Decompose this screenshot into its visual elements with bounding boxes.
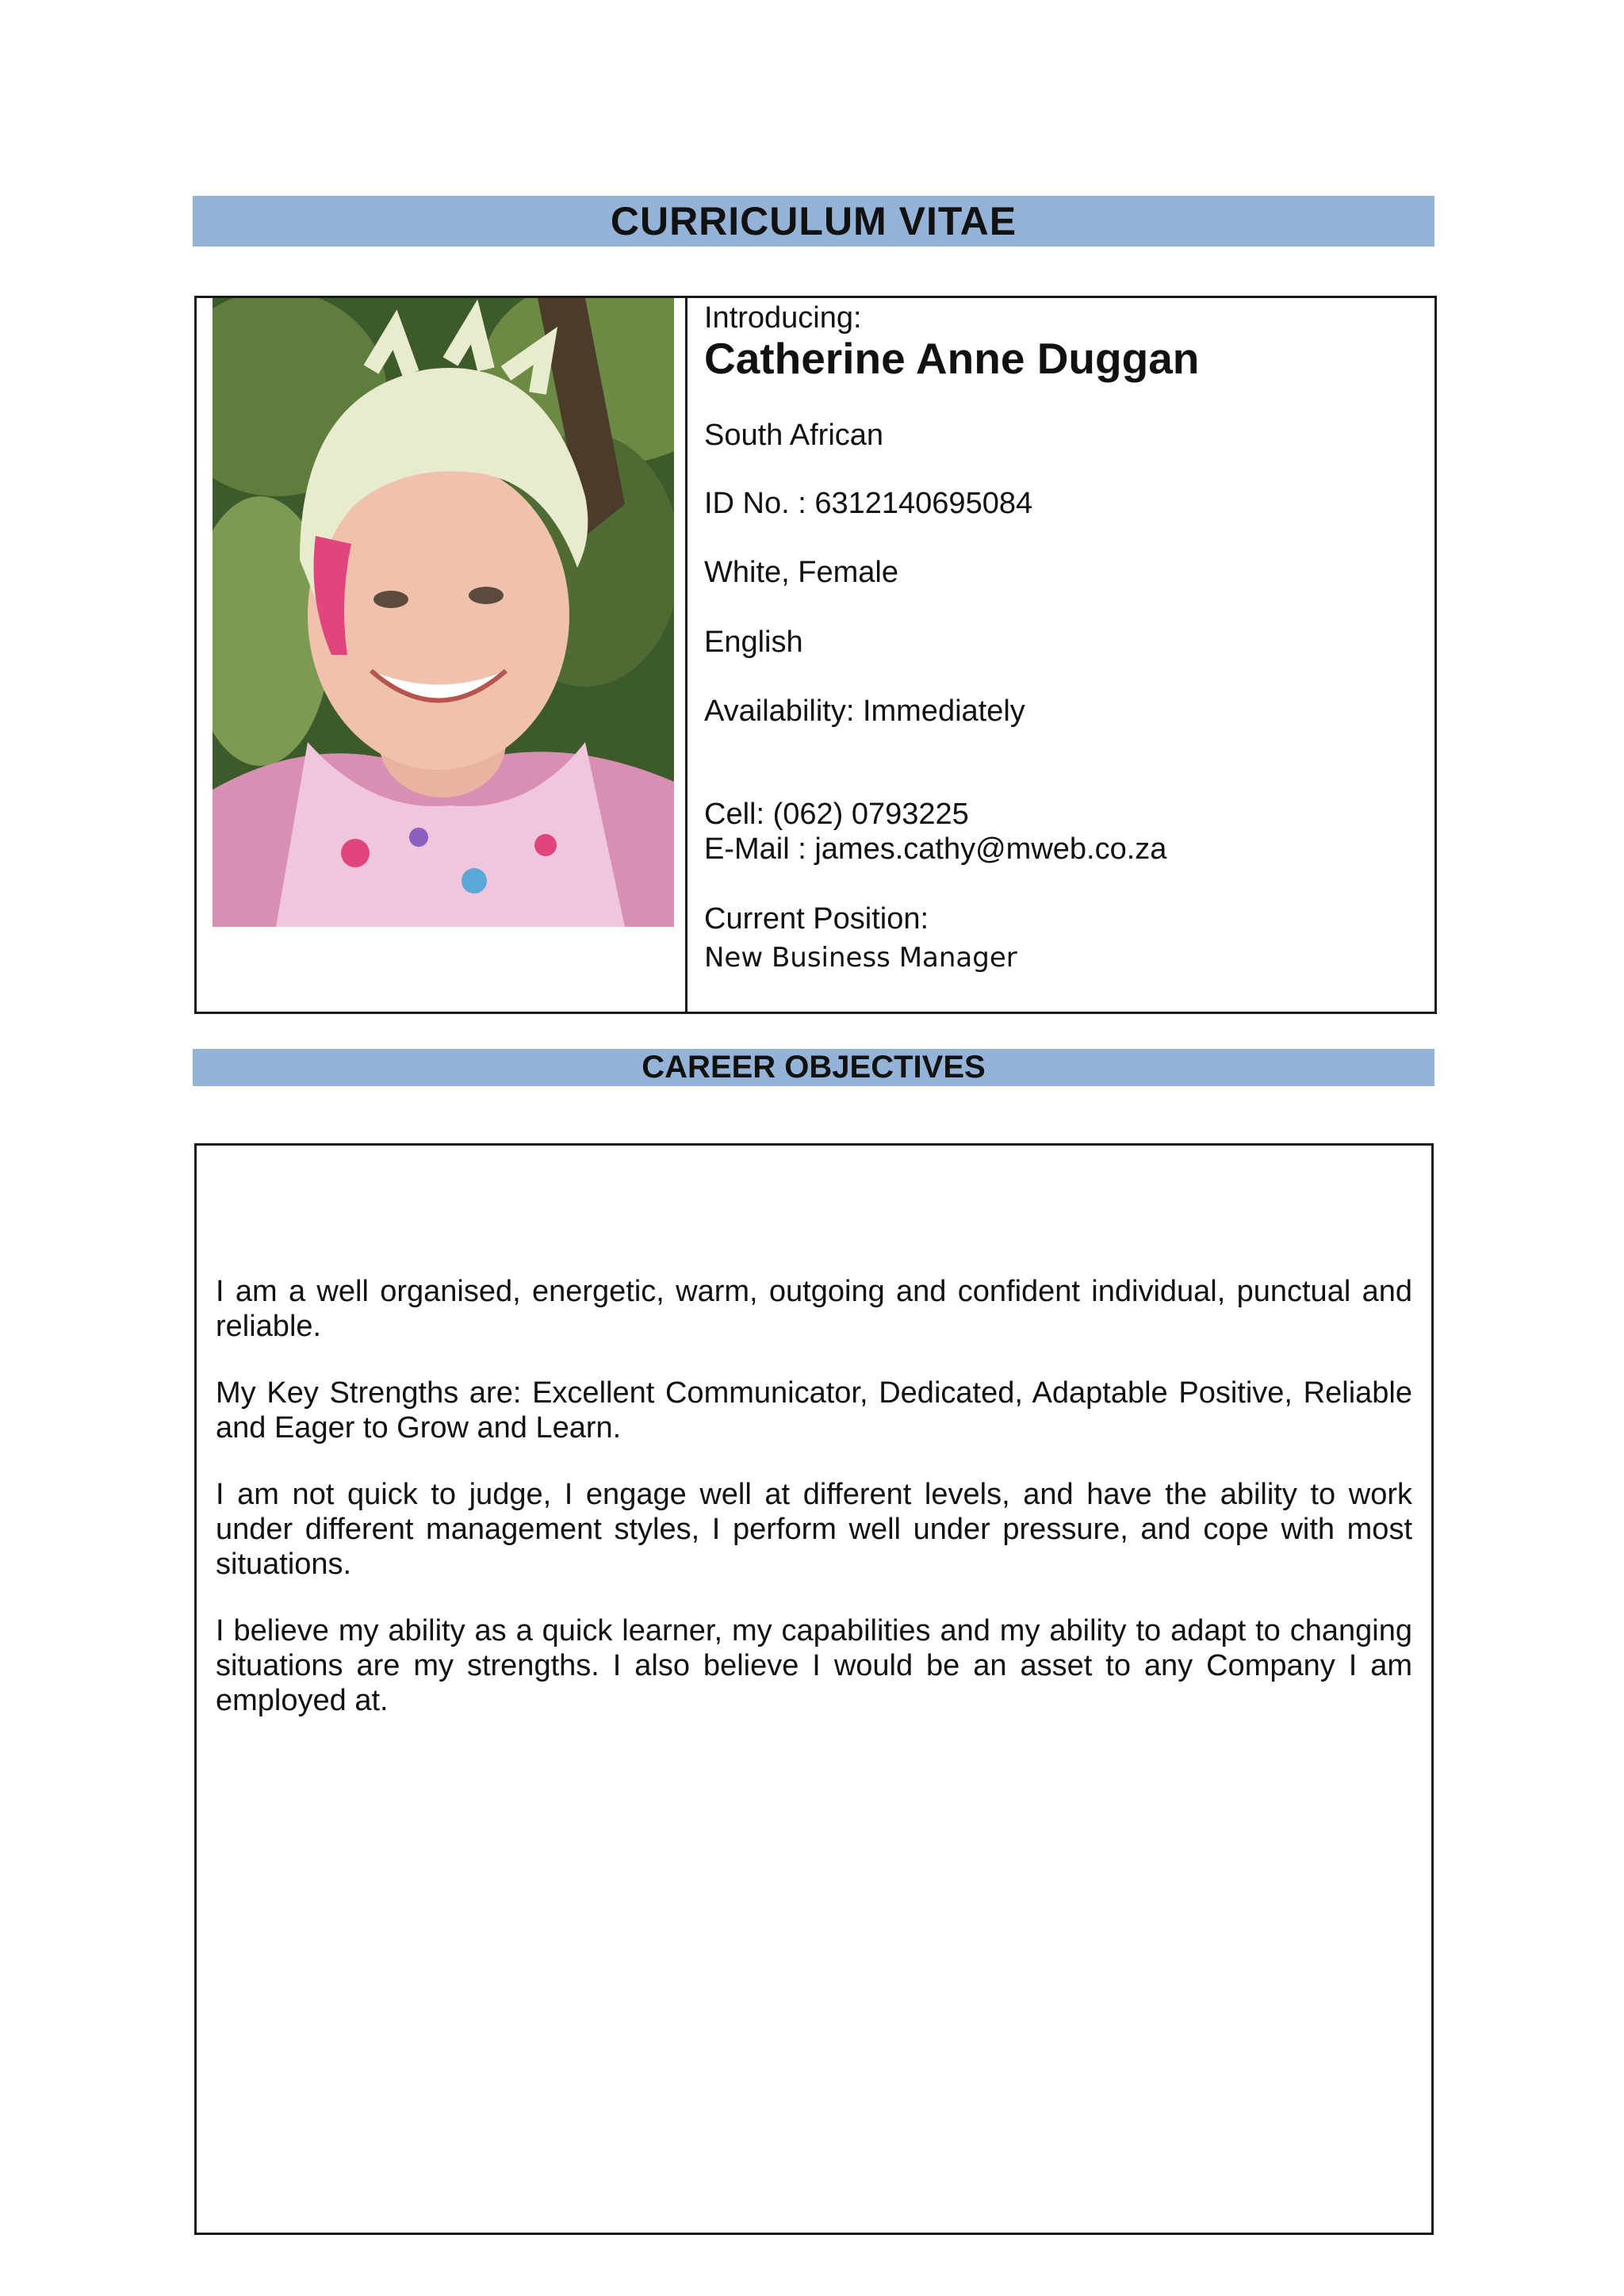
profile-divider (685, 298, 688, 1012)
race-gender: White, Female (704, 556, 898, 589)
objective-paragraph: I am a well organised, energetic, warm, outgoing and confident individual, punctual and reliable. (216, 1275, 1412, 1343)
language: English (704, 626, 803, 659)
availability: Availability: Immediately (704, 695, 1025, 728)
objective-paragraph: I am not quick to judge, I engage well at different levels, and have the ability to work under different management styles, I perform well under pressure, and cope with most situations. (216, 1478, 1412, 1581)
career-objectives-bar (193, 1049, 1434, 1086)
objective-paragraph: I believe my ability as a quick learner, my capabilities and my ability to adapt to changing situations are my strengths. I also believe I would be an asset to any Company I am employed at. (216, 1614, 1412, 1717)
nationality: South African (704, 419, 884, 452)
current-position-value: New Business Manager (704, 942, 1017, 974)
email-address: E-Mail : james.cathy@mweb.co.za (704, 832, 1167, 866)
id-number: ID No. : 6312140695084 (704, 487, 1033, 520)
objective-paragraph: My Key Strengths are: Excellent Communicator, Dedicated, Adaptable Positive, Reliable and Eager to Grow and Learn. (216, 1376, 1412, 1445)
profile-photo (213, 298, 674, 927)
cv-title-bar (193, 196, 1434, 247)
cv-title: CURRICULUM VITAE (610, 199, 1017, 243)
career-objectives-heading: CAREER OBJECTIVES (642, 1050, 986, 1085)
cell-number: Cell: (062) 0793225 (704, 798, 969, 831)
profile-box (194, 296, 1437, 1014)
profile-photo-illustration (213, 298, 674, 927)
career-objectives-text (216, 1274, 1412, 1750)
intro-label: Introducing: (704, 301, 862, 335)
candidate-name: Catherine Anne Duggan (704, 334, 1200, 383)
career-objectives-box (194, 1143, 1434, 2235)
current-position-label: Current Position: (704, 902, 929, 936)
